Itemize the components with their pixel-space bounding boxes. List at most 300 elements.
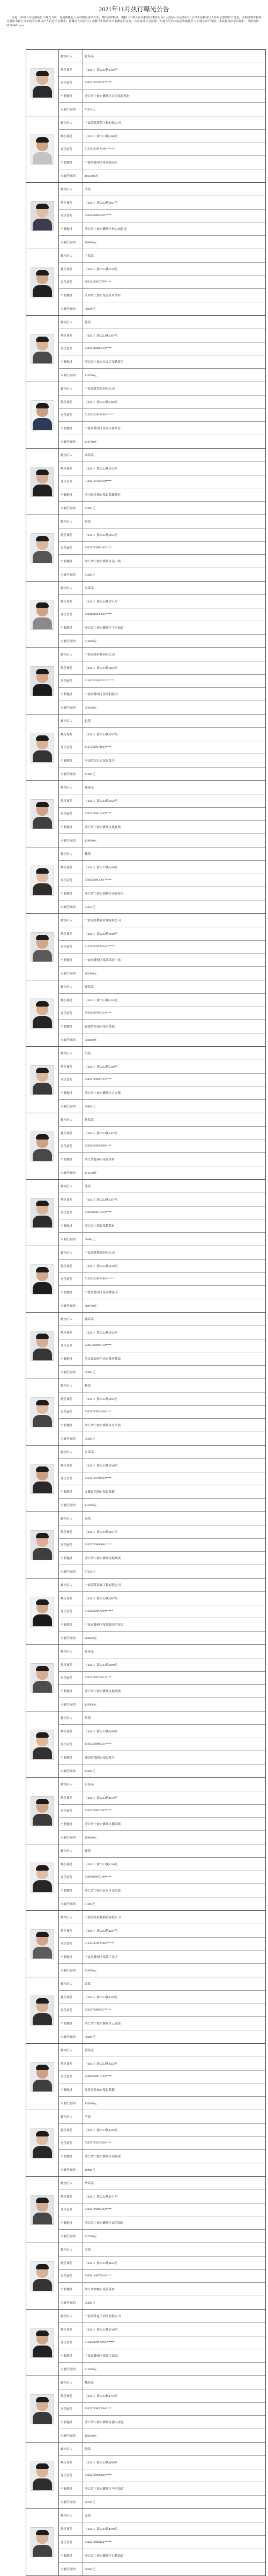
person-photo <box>31 68 54 98</box>
photo-body <box>33 750 52 763</box>
field-value: （2021）浙0212执2804号 <box>85 666 118 670</box>
field-value: （2021）浙0212执4056号 <box>85 1730 118 1733</box>
field-row-id-no <box>59 1605 265 1619</box>
field-label: 户籍地址 <box>59 754 83 767</box>
field-row-address <box>59 887 265 900</box>
field-label: 身份证号 <box>59 1672 83 1685</box>
field-label: 身份证号 <box>59 1074 83 1086</box>
field-label: 执行案号 <box>59 728 83 741</box>
photo-cell <box>26 1844 59 1910</box>
photo-hair <box>36 337 49 342</box>
field-value: （2021）浙0212执3612号 <box>85 1331 118 1335</box>
record-row <box>26 1844 265 1911</box>
field-label: 执行案号 <box>59 1592 83 1605</box>
record-row <box>26 2044 265 2110</box>
field-value: （2021）浙0212执2218号 <box>85 267 118 271</box>
field-label: 未履行标的 <box>59 1831 83 1844</box>
field-value: 宁波某某科技有限公司 <box>85 653 115 657</box>
field-row-case-no <box>59 196 265 210</box>
photo-cell <box>26 2177 59 2243</box>
record-fields <box>59 1047 265 1113</box>
field-row-id-no <box>59 2270 265 2283</box>
field-value: 宁波市鄞州区某某电商园 <box>85 2355 118 2358</box>
field-value: 韩某某 <box>85 1317 94 1321</box>
field-label: 户籍地址 <box>59 2216 83 2229</box>
photo-hair <box>36 602 49 608</box>
field-row-case-no <box>59 1393 265 1406</box>
field-value: 33028119870816**** <box>85 2274 112 2278</box>
field-row-address <box>59 954 265 967</box>
field-label: 户籍地址 <box>59 1219 83 1232</box>
field-label: 身份证号 <box>59 1605 83 1618</box>
field-label: 未履行标的 <box>59 502 83 515</box>
photo-body <box>33 817 52 829</box>
photo-hair <box>36 1799 49 1804</box>
photo-hair <box>36 868 49 874</box>
photo-cell <box>26 980 59 1046</box>
photo-body <box>33 617 52 630</box>
field-label: 未履行标的 <box>59 1366 83 1379</box>
field-row-amount <box>59 1233 265 1246</box>
field-row-name <box>59 1313 265 1326</box>
field-value: 33022719800403**** <box>85 2208 112 2212</box>
field-value: 杨某 <box>85 1384 91 1388</box>
record-fields <box>59 50 265 116</box>
photo-cell <box>26 1379 59 1445</box>
field-label: 执行案号 <box>59 1525 83 1538</box>
field-label: 被执行人 <box>59 1047 83 1060</box>
photo-body <box>33 1415 52 1427</box>
field-value: 宁波某某机械制造有限公司 <box>85 1916 121 1919</box>
field-label: 被执行人 <box>59 249 83 262</box>
field-row-name <box>59 2243 265 2257</box>
field-label: 执行案号 <box>59 861 83 874</box>
field-row-amount <box>59 236 265 249</box>
field-value: 宁波市鄞州区某某工业区 <box>85 1956 118 1960</box>
field-row-address <box>59 2549 265 2563</box>
field-label: 被执行人 <box>59 1711 83 1724</box>
field-row-case-no <box>59 2522 265 2536</box>
field-value: 33022719900102**** <box>85 546 112 550</box>
field-row-address <box>59 1219 265 1233</box>
field-value: 33022719930406**** <box>85 1410 112 1414</box>
field-value: 33022719861227**** <box>85 2541 112 2544</box>
field-value: 95000元 <box>85 1371 95 1375</box>
record-row <box>26 2376 265 2443</box>
field-row-address <box>59 2150 265 2163</box>
photo-cell <box>26 449 59 515</box>
photo-body <box>33 2146 52 2158</box>
field-label: 户籍地址 <box>59 90 83 102</box>
field-label: 身份证号 <box>59 2403 83 2416</box>
photo-hair <box>36 71 49 76</box>
field-value: 43900元 <box>85 1770 95 1774</box>
person-photo <box>31 1796 54 1826</box>
photo-cell <box>26 1711 59 1777</box>
record-fields <box>59 2443 265 2508</box>
field-value: 李某 <box>85 188 91 191</box>
field-label: 执行案号 <box>59 528 83 541</box>
field-value: 王某某 <box>85 254 94 258</box>
field-row-address <box>59 422 265 435</box>
field-value: 33022719810529**** <box>85 812 112 816</box>
field-value: 33022719790327**** <box>85 81 112 85</box>
field-value: 张某某 <box>85 55 94 58</box>
field-row-name <box>59 1579 265 1592</box>
field-value: （2021）浙0212执4718号 <box>85 2328 118 2332</box>
field-row-name <box>59 50 265 63</box>
photo-body <box>33 1548 52 1560</box>
field-label: 户籍地址 <box>59 887 83 900</box>
field-label: 户籍地址 <box>59 1685 83 1698</box>
field-value: （2021）浙0212执2367号 <box>85 334 118 338</box>
field-row-case-no <box>59 1858 265 1871</box>
field-label: 被执行人 <box>59 1446 83 1458</box>
field-value: 姜某 <box>85 2514 91 2518</box>
photo-body <box>33 285 52 297</box>
field-row-name <box>59 1512 265 1525</box>
field-label: 未履行标的 <box>59 1499 83 1512</box>
field-value: （2021）浙0212执3695号 <box>85 1397 118 1401</box>
field-label: 户籍地址 <box>59 222 83 235</box>
field-row-amount <box>59 2097 265 2110</box>
field-row-amount <box>59 2496 265 2508</box>
field-label: 被执行人 <box>59 2243 83 2256</box>
field-row-amount <box>59 1831 265 1844</box>
field-row-case-no <box>59 263 265 276</box>
field-value: （2021）浙0212执4866号 <box>85 2461 118 2465</box>
field-row-address <box>59 2482 265 2496</box>
field-row-address <box>59 1020 265 1033</box>
field-row-amount <box>59 502 265 515</box>
field-value: 宁波某某装饰工程有限公司 <box>85 1583 121 1587</box>
field-row-address <box>59 688 265 701</box>
field-label: 被执行人 <box>59 2443 83 2455</box>
field-label: 执行案号 <box>59 196 83 209</box>
field-value: 浙江省宁波市鄞州区下应街道 <box>85 627 124 630</box>
field-row-name <box>59 714 265 728</box>
photo-body <box>33 883 52 896</box>
photo-body <box>33 551 52 563</box>
field-value: 宁波市鄞州区某某路某号某室 <box>85 1624 124 1627</box>
field-value: 36232419820705**** <box>85 280 112 284</box>
field-value: 吴某某 <box>85 586 94 590</box>
field-value: 张某 <box>85 1982 91 1986</box>
record-row <box>26 1446 265 1512</box>
photo-cell <box>26 914 59 980</box>
photo-hair <box>36 1466 49 1472</box>
field-row-address <box>59 1751 265 1765</box>
record-row <box>26 1313 265 1379</box>
record-row <box>26 1047 265 1113</box>
field-row-amount <box>59 169 265 182</box>
field-label: 身份证号 <box>59 2137 83 2150</box>
field-value: （2021）浙0212执4508号 <box>85 2128 118 2132</box>
field-row-name <box>59 1911 265 1924</box>
page-title: 2021年11月执行曝光公告 <box>99 5 169 13</box>
field-row-address <box>59 821 265 834</box>
field-row-case-no <box>59 2124 265 2137</box>
record-row <box>26 980 265 1047</box>
field-value: 金某 <box>85 2248 91 2252</box>
field-value: 浙江省宁波市海曙区某路某号 <box>85 892 124 896</box>
field-value: 浙江省宁海县某镇某村 <box>85 1225 115 1229</box>
field-row-id-no <box>59 2203 265 2217</box>
record-fields <box>59 2243 265 2309</box>
field-row-amount <box>59 2429 265 2442</box>
record-row <box>26 515 265 582</box>
field-value: 浙江省宁波市鄞州区咸祥镇 <box>85 826 121 830</box>
field-value: 赵某 <box>85 719 91 723</box>
photo-cell <box>26 1512 59 1578</box>
field-row-case-no <box>59 927 265 941</box>
field-value: 钱某 <box>85 852 91 856</box>
field-value: 朱某某 <box>85 1450 94 1454</box>
field-row-name <box>59 1778 265 1791</box>
record-fields <box>59 1977 265 2043</box>
photo-hair <box>36 1001 49 1007</box>
field-value: 湖南省邵阳市某县某乡 <box>85 1756 115 1760</box>
person-photo <box>31 1397 54 1427</box>
field-row-name <box>59 582 265 595</box>
field-value: （2021）浙0212执3022号 <box>85 799 118 803</box>
record-fields <box>59 515 265 581</box>
field-label: 身份证号 <box>59 608 83 621</box>
field-row-case-no <box>59 2257 265 2270</box>
field-row-name <box>59 2310 265 2323</box>
photo-hair <box>36 1666 49 1671</box>
record-row <box>26 1113 265 1180</box>
field-row-name <box>59 2110 265 2124</box>
field-row-id-no <box>59 1938 265 1951</box>
field-row-id-no <box>59 1339 265 1353</box>
person-photo <box>31 201 54 231</box>
photo-cell <box>26 1977 59 2043</box>
field-value: 64380元 <box>85 574 95 577</box>
field-row-address <box>59 1618 265 1632</box>
photo-cell <box>26 582 59 647</box>
field-label: 未履行标的 <box>59 169 83 182</box>
field-label: 执行案号 <box>59 661 83 674</box>
photo-cell <box>26 1113 59 1179</box>
field-label: 被执行人 <box>59 316 83 329</box>
field-label: 户籍地址 <box>59 355 83 368</box>
photo-cell <box>26 2310 59 2376</box>
field-row-case-no <box>59 130 265 143</box>
photo-body <box>33 2545 52 2557</box>
field-value: 33020619950109**** <box>85 1875 112 1879</box>
field-value: 秦某 <box>85 1517 91 1521</box>
field-label: 户籍地址 <box>59 1086 83 1099</box>
field-value: 71017元 <box>85 108 95 112</box>
field-value: 61200元 <box>85 1903 95 1907</box>
field-row-address <box>59 2017 265 2030</box>
field-value: 86400元 <box>85 2036 95 2039</box>
field-label: 被执行人 <box>59 582 83 594</box>
field-row-case-no <box>59 794 265 808</box>
record-row <box>26 2509 265 2575</box>
photo-body <box>33 2412 52 2424</box>
record-row <box>26 582 265 648</box>
record-fields <box>59 116 265 182</box>
field-label: 执行案号 <box>59 2389 83 2402</box>
field-label: 执行案号 <box>59 1459 83 1472</box>
field-label: 户籍地址 <box>59 488 83 501</box>
photo-body <box>33 352 52 364</box>
photo-hair <box>36 669 49 674</box>
field-value: 华某某 <box>85 2182 94 2185</box>
record-row <box>26 847 265 914</box>
field-label: 身份证号 <box>59 874 83 887</box>
field-row-case-no <box>59 1791 265 1805</box>
field-label: 身份证号 <box>59 675 83 688</box>
field-value: 66300元 <box>85 2568 95 2571</box>
field-value: 浙江省宁波市鄞州区姜山镇 <box>85 560 121 564</box>
photo-body <box>33 2013 52 2026</box>
record-fields <box>59 1512 265 1578</box>
field-value: （2021）浙0212执3402号 <box>85 1131 118 1135</box>
field-row-id-no <box>59 675 265 688</box>
field-label: 被执行人 <box>59 648 83 661</box>
photo-hair <box>36 536 49 541</box>
field-row-name <box>59 382 265 396</box>
field-label: 未履行标的 <box>59 1233 83 1246</box>
field-label: 未履行标的 <box>59 1565 83 1578</box>
field-label: 未履行标的 <box>59 1033 83 1046</box>
record-row <box>26 1180 265 1246</box>
record-fields <box>59 2376 265 2442</box>
field-value: （2021）浙0212执3477号 <box>85 1198 118 1202</box>
field-label: 被执行人 <box>59 714 83 727</box>
record-fields <box>59 449 265 515</box>
field-row-amount <box>59 1100 265 1113</box>
record-row <box>26 914 265 980</box>
field-row-case-no <box>59 1658 265 1672</box>
field-row-address <box>59 1884 265 1897</box>
field-label: 身份证号 <box>59 542 83 555</box>
field-label: 执行案号 <box>59 1924 83 1937</box>
photo-body <box>33 2279 52 2291</box>
field-row-address <box>59 2349 265 2363</box>
person-photo <box>31 2328 54 2358</box>
person-photo <box>31 2527 54 2557</box>
person-photo <box>31 1264 54 1294</box>
field-value: 115000元 <box>85 1703 97 1707</box>
field-row-address <box>59 2283 265 2296</box>
field-row-address <box>59 2216 265 2230</box>
photo-cell <box>26 515 59 581</box>
field-row-amount <box>59 2563 265 2575</box>
field-value: 宁波市鄞州区某某大厦某室 <box>85 427 121 431</box>
photo-cell <box>26 249 59 315</box>
field-label: 未履行标的 <box>59 1299 83 1312</box>
field-value: 49800元 <box>85 2169 95 2172</box>
field-value: 33022719820307**** <box>85 1809 112 1813</box>
field-label: 身份证号 <box>59 1805 83 1818</box>
field-row-address <box>59 222 265 236</box>
person-photo <box>31 932 54 962</box>
field-row-name <box>59 1180 265 1193</box>
record-fields <box>59 714 265 780</box>
photo-body <box>33 152 52 165</box>
photo-cell <box>26 1579 59 1644</box>
photo-cell <box>26 316 59 382</box>
field-label: 未履行标的 <box>59 369 83 382</box>
field-row-amount <box>59 900 265 913</box>
field-row-name <box>59 914 265 927</box>
field-row-name <box>59 316 265 329</box>
field-value: 315600元 <box>85 2368 97 2372</box>
field-value: 33022519850911**** <box>85 214 112 218</box>
field-label: 身份证号 <box>59 1406 83 1419</box>
field-label: 执行案号 <box>59 2057 83 2070</box>
field-value: 宁波某某建筑工程有限公司 <box>85 121 121 125</box>
record-fields <box>59 980 265 1046</box>
field-value: 浙江省宁波市鄞州区东吴镇 <box>85 1424 121 1428</box>
field-row-case-no <box>59 1592 265 1605</box>
record-row <box>26 1645 265 1711</box>
photo-cell <box>26 714 59 780</box>
field-label: 被执行人 <box>59 1180 83 1193</box>
field-value: （2021）浙0212执4432号 <box>85 2062 118 2066</box>
record-fields <box>59 2044 265 2110</box>
field-label: 身份证号 <box>59 409 83 422</box>
field-value: 91330212MA2J8***** <box>85 1610 114 1613</box>
field-label: 户籍地址 <box>59 1818 83 1830</box>
field-row-name <box>59 1844 265 1858</box>
field-row-id-no <box>59 77 265 90</box>
field-row-amount <box>59 369 265 382</box>
field-value: 91330212MA2H3***** <box>85 1277 115 1281</box>
field-value: 33028219840906**** <box>85 1144 112 1148</box>
field-row-id-no <box>59 2004 265 2017</box>
field-value: 33022719830930**** <box>85 2407 112 2411</box>
field-value: 宁波市鄞州区某某路某号 <box>85 161 118 165</box>
field-value: （2021）浙0212执3319号 <box>85 1065 118 1069</box>
field-row-name <box>59 515 265 528</box>
field-label: 未履行标的 <box>59 2230 83 2243</box>
field-row-name <box>59 1246 265 1260</box>
field-row-address <box>59 1552 265 1565</box>
field-label: 被执行人 <box>59 2509 83 2522</box>
record-fields <box>59 1911 265 1977</box>
photo-hair <box>36 1400 49 1405</box>
field-row-amount <box>59 1499 265 1512</box>
field-value: 浙江省宁波市鄞州区云龙镇 <box>85 2022 121 2026</box>
field-label: 未履行标的 <box>59 2496 83 2508</box>
person-photo <box>31 334 54 364</box>
person-photo <box>31 135 54 165</box>
field-value: 浙江省宁波市鄞州区横溪镇 <box>85 1823 121 1827</box>
field-row-address <box>59 1818 265 1831</box>
field-row-case-no <box>59 329 265 343</box>
field-value: 刘某某 <box>85 453 94 457</box>
field-row-amount <box>59 1033 265 1046</box>
field-row-address <box>59 754 265 768</box>
field-value: 曹某某 <box>85 2049 94 2052</box>
field-value: 许某某 <box>85 1650 94 1654</box>
photo-body <box>33 86 52 98</box>
record-row <box>26 714 265 781</box>
field-label: 户籍地址 <box>59 1020 83 1033</box>
field-label: 未履行标的 <box>59 1432 83 1445</box>
person-photo <box>31 533 54 563</box>
field-row-name <box>59 1113 265 1127</box>
field-value: 陶某 <box>85 2447 91 2451</box>
field-value: 浙江省宁波市鄞州区潘火街道 <box>85 2421 124 2425</box>
field-value: （2021）浙0212执4645号 <box>85 2261 118 2265</box>
field-value: 浙江省宁波市鄞州区中河街道 <box>85 2488 124 2491</box>
